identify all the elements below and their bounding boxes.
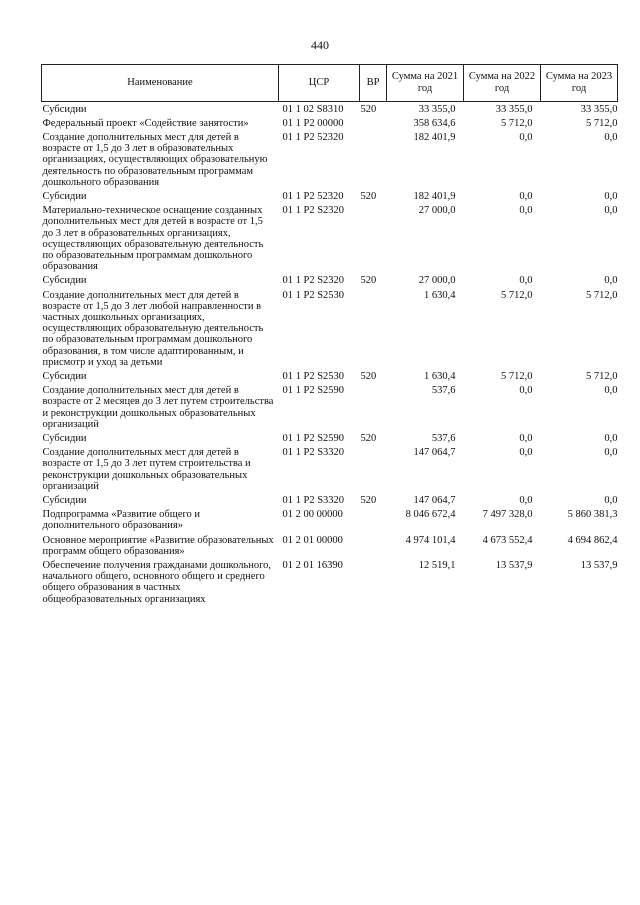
row-sum-2023: 0,0 <box>604 131 618 143</box>
row-sum-2023: 0,0 <box>604 495 618 506</box>
table-row <box>42 204 618 274</box>
table-header <box>42 65 618 102</box>
row-name: Субсидии <box>42 190 87 202</box>
table-row <box>42 533 618 558</box>
table-row <box>42 494 618 508</box>
row-sum-2022: 7 497 328,0 <box>482 509 533 521</box>
row-sum-2023: 5 712,0 <box>586 117 618 129</box>
row-csr: 01 1 P2 52320 <box>282 190 344 202</box>
row-sum-2023: 0,0 <box>604 275 618 287</box>
table-row <box>42 288 618 369</box>
row-sum-2021: 8 046 672,4 <box>405 509 456 521</box>
row-sum-2022: 0,0 <box>519 131 533 143</box>
row-csr: 01 1 P2 52320 <box>282 131 344 143</box>
row-vr: 520 <box>360 275 377 287</box>
row-vr: 520 <box>360 370 377 382</box>
row-sum-2021: 12 519,1 <box>418 560 456 572</box>
row-sum-2022: 13 537,9 <box>495 560 533 572</box>
row-sum-2022: 5 712,0 <box>501 289 533 301</box>
table-row <box>42 431 618 445</box>
header-sum-2021: Сумма на 2021 год <box>387 65 464 102</box>
row-sum-2023: 5 712,0 <box>586 289 618 301</box>
row-sum-2023: 4 694 862,4 <box>567 534 618 546</box>
row-name: Материально-техническое оснащение созданных дополнительных мест для детей в возрасте от 1,5 до 3 лет в образовательных организациях, осуществляющих образовательную деятельность по образовательным программам дошкольного образования <box>42 205 264 273</box>
row-vr: 520 <box>360 103 377 115</box>
table-row <box>42 116 618 130</box>
row-sum-2021: 33 355,0 <box>418 103 456 115</box>
row-vr <box>360 533 387 558</box>
row-sum-2023: 0,0 <box>604 190 618 202</box>
row-sum-2023: 13 537,9 <box>580 560 618 572</box>
row-csr: 01 1 P2 S2320 <box>282 275 345 287</box>
row-sum-2021: 27 000,0 <box>418 205 456 217</box>
table-row <box>42 508 618 533</box>
row-sum-2023: 5 712,0 <box>586 370 618 382</box>
row-sum-2023: 0,0 <box>604 432 618 444</box>
row-vr: 520 <box>360 190 377 202</box>
row-sum-2022: 4 673 552,4 <box>482 534 533 546</box>
row-csr: 01 2 01 16390 <box>282 560 343 572</box>
row-sum-2021: 147 064,7 <box>413 447 456 459</box>
row-sum-2021: 147 064,7 <box>413 495 456 506</box>
row-sum-2023: 5 860 381,3 <box>567 509 618 521</box>
row-vr <box>360 288 387 369</box>
row-vr: 520 <box>360 432 377 444</box>
row-vr <box>360 204 387 274</box>
row-name: Субсидии <box>42 275 87 287</box>
row-name: Основное мероприятие «Развитие образовательных программ общего образования» <box>42 534 274 557</box>
row-sum-2022: 5 712,0 <box>501 370 533 382</box>
row-sum-2021: 4 974 101,4 <box>405 534 456 546</box>
row-csr: 01 1 P2 S2320 <box>282 205 345 217</box>
row-sum-2021: 1 630,4 <box>424 289 456 301</box>
row-sum-2023: 0,0 <box>604 385 618 397</box>
row-name: Субсидии <box>42 370 87 382</box>
row-sum-2022: 0,0 <box>519 495 533 506</box>
row-sum-2021: 537,6 <box>431 432 456 444</box>
row-sum-2023: 33 355,0 <box>580 103 618 115</box>
header-csr: ЦСР <box>279 65 360 102</box>
row-csr: 01 2 01 00000 <box>282 534 343 546</box>
page-number: 440 <box>311 38 329 52</box>
row-sum-2022: 0,0 <box>519 190 533 202</box>
budget-table <box>41 64 618 606</box>
header-sum-2022: Сумма на 2022 год <box>464 65 541 102</box>
row-csr: 01 1 P2 S2530 <box>282 370 345 382</box>
row-csr: 01 1 02 S8310 <box>282 103 344 115</box>
row-sum-2022: 0,0 <box>519 432 533 444</box>
row-sum-2021: 358 634,6 <box>413 117 456 129</box>
row-sum-2023: 0,0 <box>604 205 618 217</box>
row-csr: 01 1 P2 S2530 <box>282 289 345 301</box>
table-row <box>42 446 618 494</box>
row-sum-2022: 0,0 <box>519 205 533 217</box>
row-sum-2021: 182 401,9 <box>413 131 456 143</box>
table-row <box>42 189 618 203</box>
row-name: Федеральный проект «Содействие занятости» <box>42 117 249 129</box>
row-sum-2022: 0,0 <box>519 385 533 397</box>
row-name: Создание дополнительных мест для детей в возрасте от 1,5 до 3 лет любой направленности в частных дошкольных организациях, осуществляющих образовательную деятельность по образовательным программам дошкольного образования, в том числе адаптированным, и присмотр и уход за детьми <box>42 289 264 368</box>
header-sum-2023: Сумма на 2023 год <box>541 65 618 102</box>
row-sum-2023: 0,0 <box>604 447 618 459</box>
header-name: Наименование <box>42 65 279 102</box>
row-sum-2022: 0,0 <box>519 275 533 287</box>
row-sum-2022: 5 712,0 <box>501 117 533 129</box>
row-vr <box>360 508 387 533</box>
row-vr <box>360 384 387 432</box>
table-row <box>42 130 618 189</box>
row-name: Создание дополнительных мест для детей в возрасте от 1,5 до 3 лет путем строительства и реконструкции дошкольных образовательных организаций <box>42 447 251 492</box>
row-sum-2021: 537,6 <box>431 385 456 397</box>
row-csr: 01 1 P2 S2590 <box>282 385 345 397</box>
row-vr: 520 <box>360 495 377 506</box>
row-name: Создание дополнительных мест для детей в возрасте от 2 месяцев до 3 лет путем строительства и реконструкции дошкольных образовательных организаций <box>42 385 274 430</box>
row-sum-2021: 1 630,4 <box>424 370 456 382</box>
row-csr: 01 1 P2 00000 <box>282 117 344 129</box>
table-row <box>42 559 618 607</box>
row-csr: 01 2 00 00000 <box>282 509 343 521</box>
row-vr <box>360 559 387 607</box>
table-row <box>42 102 618 117</box>
table-row <box>42 384 618 432</box>
row-name: Субсидии <box>42 495 87 506</box>
row-csr: 01 1 P2 S3320 <box>282 495 345 506</box>
table-row <box>42 274 618 288</box>
row-name: Создание дополнительных мест для детей в возрасте от 1,5 до 3 лет в образовательных организациях, осуществляющих образовательную деятельность по образовательным программам дошкольного образования <box>42 131 268 188</box>
row-name: Субсидии <box>42 432 87 444</box>
row-vr <box>360 116 387 130</box>
row-csr: 01 1 P2 S2590 <box>282 432 345 444</box>
row-sum-2022: 33 355,0 <box>495 103 533 115</box>
row-name: Субсидии <box>42 103 87 115</box>
row-vr <box>360 130 387 189</box>
row-name: Подпрограмма «Развитие общего и дополнительного образования» <box>42 509 201 532</box>
table-body <box>42 102 618 607</box>
row-csr: 01 1 P2 S3320 <box>282 447 345 459</box>
table-row <box>42 369 618 383</box>
row-sum-2022: 0,0 <box>519 447 533 459</box>
header-vr: ВР <box>360 65 387 102</box>
row-name: Обеспечение получения гражданами дошкольного, начального общего, основного общего и среднего общего образования в частных общеобразовательных организациях <box>42 560 272 605</box>
row-vr <box>360 446 387 494</box>
row-sum-2021: 182 401,9 <box>413 190 456 202</box>
row-sum-2021: 27 000,0 <box>418 275 456 287</box>
